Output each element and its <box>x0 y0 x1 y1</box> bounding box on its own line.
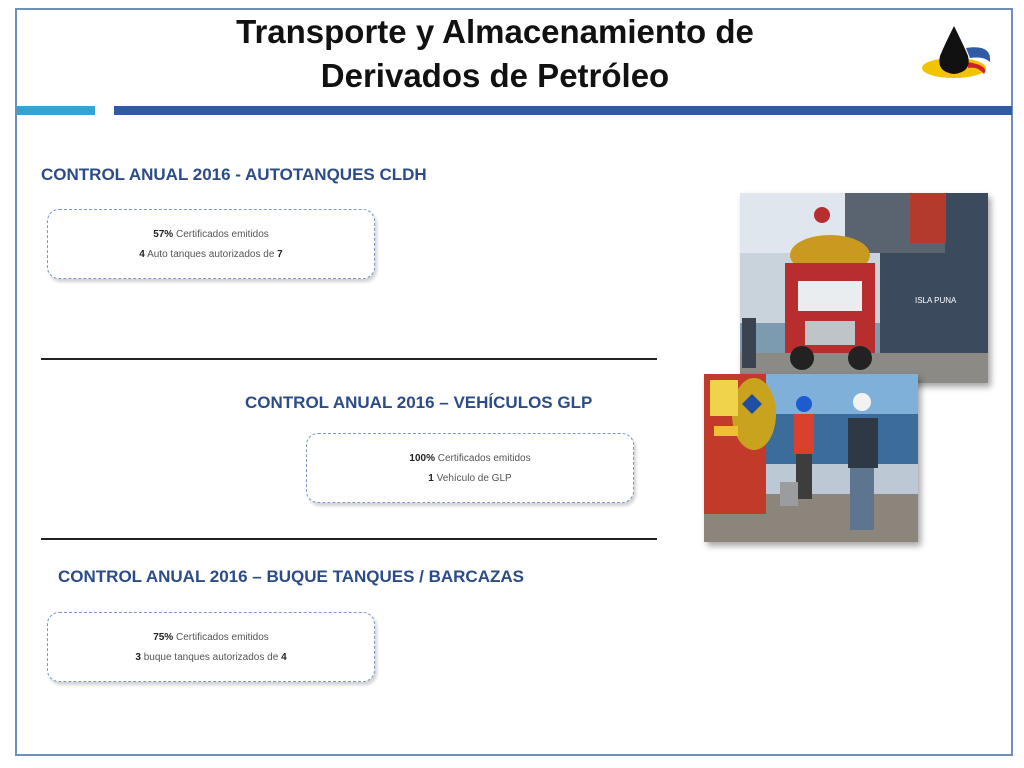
section-heading-autotanques: CONTROL ANUAL 2016 - AUTOTANQUES CLDH <box>41 165 427 184</box>
authorized-total: 4 <box>281 652 287 663</box>
stats-box-autotanques <box>47 209 375 279</box>
oil-drop-logo-icon <box>918 22 996 88</box>
certificates-percent: 57% <box>153 229 174 240</box>
authorized-count: 3 <box>135 652 141 663</box>
certificates-label: Certificados emitidos <box>437 453 531 464</box>
accent-bar-light <box>17 106 95 115</box>
authorized-label: Auto tanques autorizados de <box>147 249 275 260</box>
section-divider <box>41 538 657 540</box>
section-heading-glp: CONTROL ANUAL 2016 – VEHÍCULOS GLP <box>245 393 593 412</box>
vehicle-label: Vehículo de GLP <box>436 473 512 484</box>
certificates-label: Certificados emitidos <box>175 229 269 240</box>
section-heading-buques: CONTROL ANUAL 2016 – BUQUE TANQUES / BARCAZAS <box>58 567 524 586</box>
authorized-line <box>48 245 374 265</box>
certificates-line <box>48 628 374 648</box>
ship-name-label: ISLA PUNA <box>915 296 957 305</box>
stats-box-buques <box>47 612 375 682</box>
certificates-label: Certificados emitidos <box>175 632 269 643</box>
certificates-percent: 100% <box>409 453 435 464</box>
authorized-count: 4 <box>139 249 145 260</box>
stats-box-glp <box>306 433 634 503</box>
vehicle-count: 1 <box>428 473 434 484</box>
certificates-line <box>307 449 633 469</box>
title-line-2: Derivados de Petróleo <box>320 57 670 94</box>
authorized-line <box>48 648 374 668</box>
vehicle-line <box>307 469 633 489</box>
accent-bar-dark <box>114 106 1012 115</box>
title-line-1: Transporte y Almacenamiento de <box>236 13 754 50</box>
certificates-percent: 75% <box>153 632 174 643</box>
photo-tank-truck-ship <box>740 193 988 383</box>
certificates-line <box>48 225 374 245</box>
photo-glp-inspection <box>704 374 918 542</box>
authorized-total: 7 <box>277 249 283 260</box>
slide-title <box>150 10 840 98</box>
authorized-label: buque tanques autorizados de <box>143 652 279 663</box>
section-divider <box>41 358 657 360</box>
